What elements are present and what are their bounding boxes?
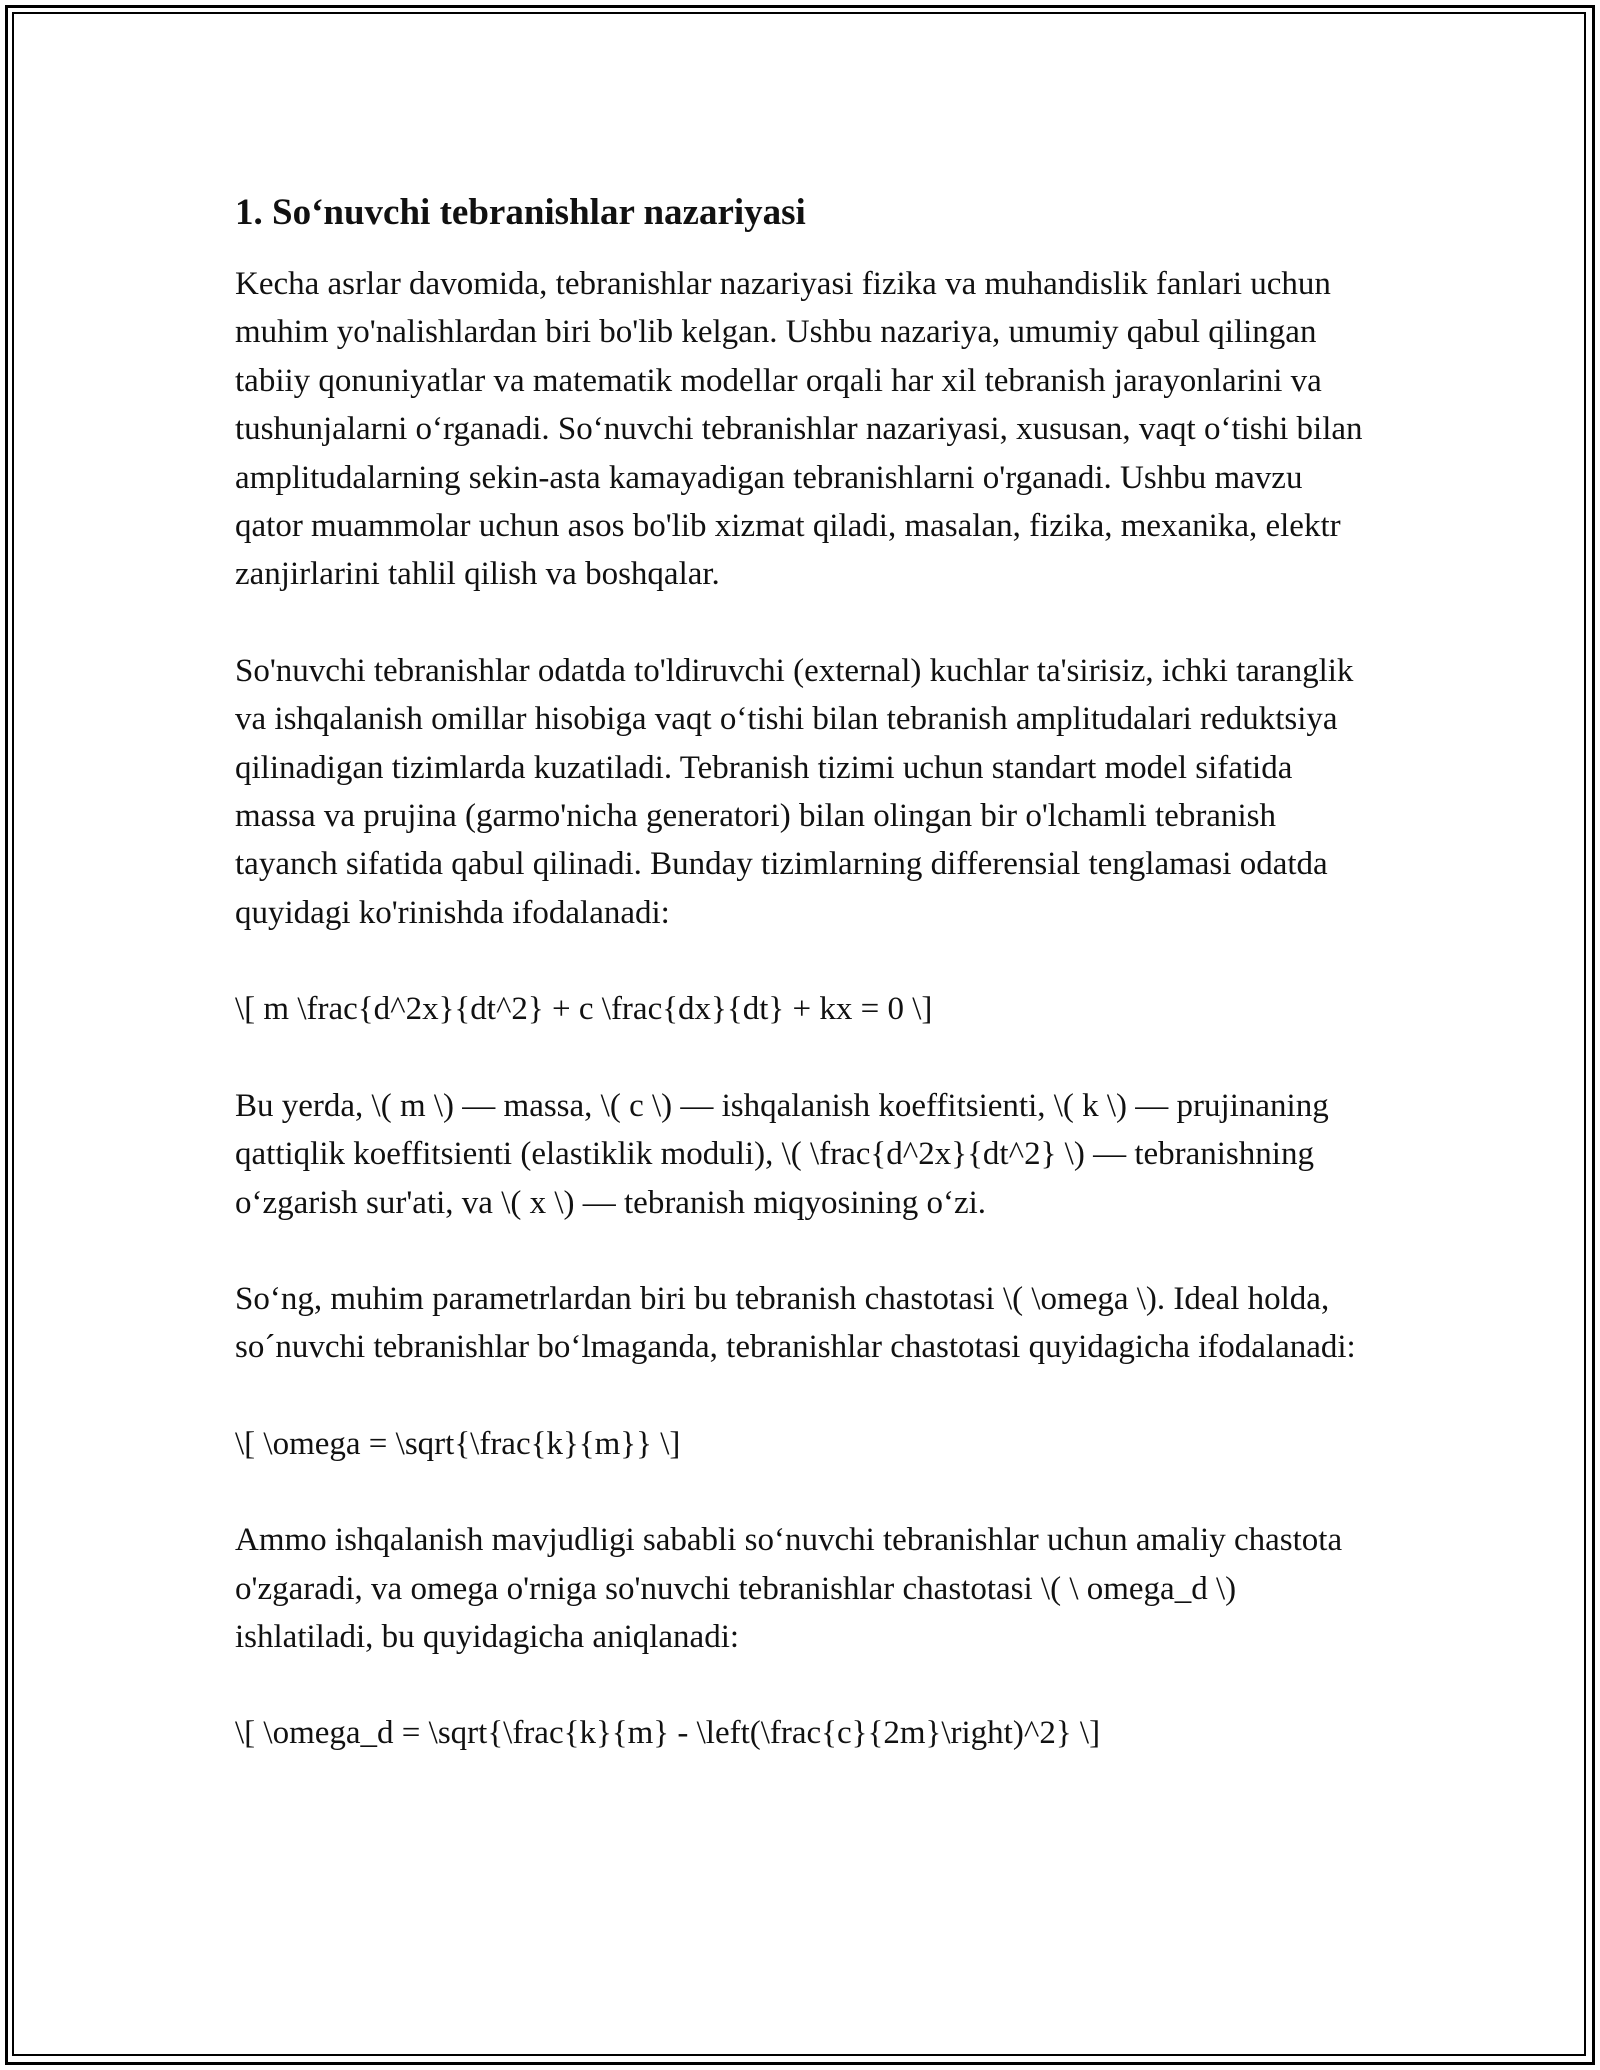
formula-equation-of-motion: \[ m \frac{d^2x}{dt^2} + c \frac{dx}{dt} + kx = 0 \]	[235, 991, 933, 1028]
paragraph-variables: Bu yerda, \( m \) — massa, \( c \) — ishqalanish koeffitsienti, \( k \) — prujinaning qattiqlik koeffitsienti (elastiklik moduli), \( \frac{d^2x}{dt^2} \) — tebranishning o‘zgarish sur'ati, va \( x \) — tebranish miqyosining o‘zi.	[235, 1087, 1329, 1221]
paragraph-intro: Kecha asrlar davomida, tebranishlar nazariyasi fizika va muhandislik fanlari uchun muhim yo'nalishlardan biri bo'lib kelgan. Ushbu nazariya, umumiy qabul qilingan tabiiy qonuniyatlar va matematik modellar orqali har xil tebranish jarayonlarini va tushunjalarni o‘rganadi. So‘nuvchi tebranishlar nazariyasi, xususan, vaqt o‘tishi bilan amplitudalarning sekin-asta kamayadigan tebranishlarni o'rganadi. Ushbu mavzu qator muammolar uchun asos bo'lib xizmat qiladi, masalan, fizika, mexanika, elektr zanjirlarini tahlil qilish va boshqalar.	[235, 266, 1363, 593]
paragraph-damped-frequency: Ammo ishqalanish mavjudligi sababli so‘nuvchi tebranishlar uchun amaliy chastota o'zgaradi, va omega o'rniga so'nuvchi tebranishlar chastotasi \( \ omega_d \) ishlatiladi, bu quyidagicha aniqlanadi:	[235, 1522, 1343, 1655]
section-heading: 1. So‘nuvchi tebranishlar nazariyasi	[235, 192, 806, 233]
formula-natural-frequency: \[ \omega = \sqrt{\frac{k}{m}} \]	[235, 1425, 681, 1462]
document-body	[235, 188, 1365, 1806]
paragraph-damped-systems: So'nuvchi tebranishlar odatda to'ldiruvchi (external) kuchlar ta'sirisiz, ichki taranglik va ishqalanish omillar hisobiga vaqt o‘tishi bilan tebranish amplitudalari reduktsiya qilinadigan tizimlarda kuzatiladi. Tebranish tizimi uchun standart model sifatida massa va prujina (garmo'nicha generatori) bilan olingan bir o'lchamli tebranish tayanch sifatida qabul qilinadi. Bunday tizimlarning differensial tenglamasi odatda quyidagi ko'rinishda ifodalanadi:	[235, 652, 1354, 931]
formula-damped-frequency: \[ \omega_d = \sqrt{\frac{k}{m} - \left(\frac{c}{2m}\right)^2} \]	[235, 1715, 1101, 1752]
paragraph-frequency: So‘ng, muhim parametrlardan biri bu tebranish chastotasi \( \omega \). Ideal holda, so´nuvchi tebranishlar bo‘lmaganda, tebranishlar chastotasi quyidagicha ifodalanadi:	[235, 1280, 1356, 1366]
